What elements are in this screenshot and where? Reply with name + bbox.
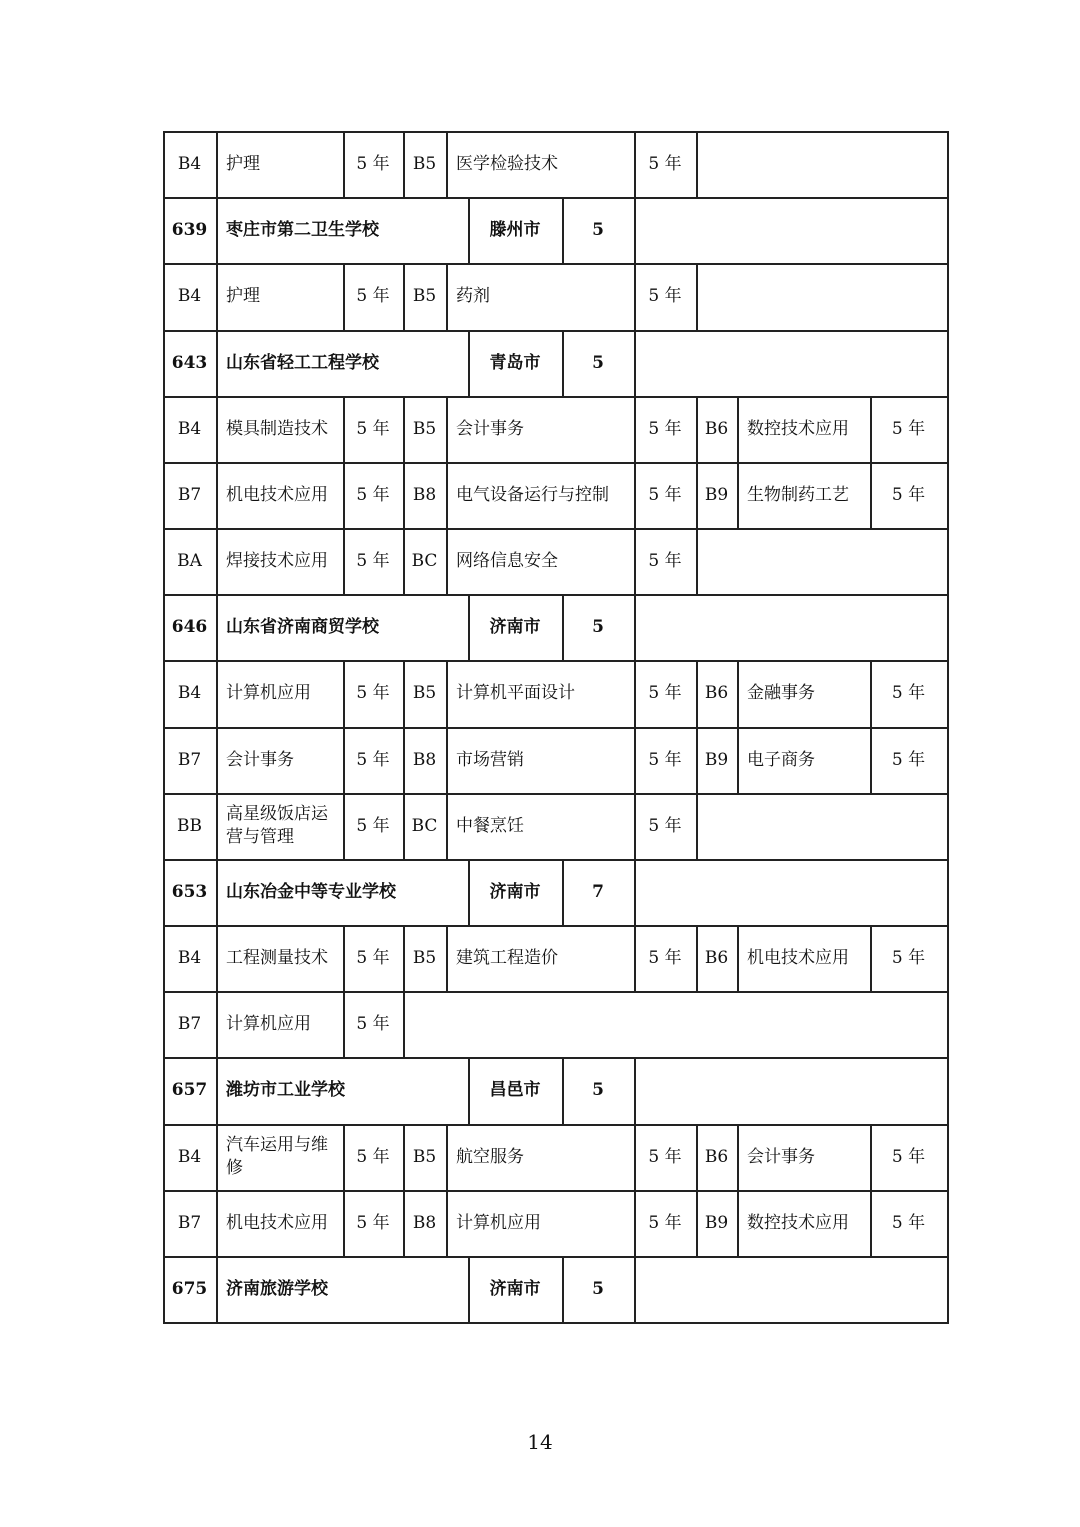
school-name: 山东省轻工工程学校 — [226, 352, 379, 373]
major-name: 护理 — [226, 286, 260, 306]
major-code: B5 — [412, 1146, 437, 1167]
major-duration: 5 年 — [648, 815, 682, 836]
major-duration: 5 年 — [648, 749, 682, 770]
school-city: 济南市 — [489, 616, 541, 637]
major-duration: 5 年 — [356, 550, 390, 571]
major-duration: 5 年 — [648, 947, 682, 968]
major-name: 数控技术应用 — [747, 1212, 849, 1233]
major-duration: 5 年 — [648, 418, 682, 439]
major-name: 电子商务 — [747, 749, 815, 770]
school-city: 滕州市 — [489, 219, 541, 240]
major-code: B7 — [177, 749, 202, 770]
major-name: 计算机应用 — [226, 683, 311, 703]
major-code: B5 — [412, 153, 437, 174]
major-duration: 5 年 — [891, 1146, 926, 1167]
major-name: 市场营销 — [456, 749, 524, 770]
school-major-count: 5 — [592, 616, 604, 637]
table-rule — [947, 131, 949, 1324]
major-duration: 5 年 — [891, 947, 926, 968]
major-name: 生物制药工艺 — [747, 484, 849, 505]
major-duration: 5 年 — [891, 1212, 926, 1233]
table-rule — [163, 1322, 949, 1324]
table-rule — [696, 263, 698, 330]
major-duration: 5 年 — [648, 153, 682, 174]
major-duration: 5 年 — [648, 484, 682, 505]
school-major-count: 7 — [592, 881, 604, 902]
school-code: 643 — [171, 352, 208, 373]
school-city: 济南市 — [489, 1278, 541, 1299]
major-code: B6 — [704, 947, 729, 968]
major-name: 会计事务 — [456, 418, 524, 439]
major-duration: 5 年 — [356, 683, 390, 703]
major-duration: 5 年 — [356, 1212, 390, 1233]
major-code: B5 — [412, 286, 437, 306]
table-rule — [634, 859, 636, 925]
major-duration: 5 年 — [648, 286, 682, 306]
major-code: B4 — [177, 947, 202, 968]
major-code: B8 — [412, 1212, 437, 1233]
major-code: B7 — [177, 1212, 202, 1233]
major-duration: 5 年 — [891, 418, 926, 439]
major-code: B8 — [412, 749, 437, 770]
major-code: B5 — [412, 418, 437, 439]
table-rule — [403, 991, 405, 1057]
major-code: BB — [177, 815, 202, 836]
major-duration: 5 年 — [356, 815, 390, 836]
school-code: 675 — [171, 1278, 208, 1299]
major-code: B4 — [177, 286, 202, 306]
school-city: 昌邑市 — [489, 1080, 541, 1100]
table-rule — [634, 1256, 636, 1322]
major-name: 护理 — [226, 153, 260, 174]
major-name: 工程测量技术 — [226, 947, 328, 968]
major-code: BA — [177, 550, 202, 571]
major-duration: 5 年 — [891, 749, 926, 770]
major-duration: 5 年 — [356, 418, 390, 439]
table-rule — [634, 594, 636, 660]
major-duration: 5 年 — [356, 484, 390, 505]
major-duration: 5 年 — [356, 947, 390, 968]
page-number: 14 — [527, 1430, 553, 1454]
major-code: B4 — [177, 1146, 202, 1167]
school-name: 枣庄市第二卫生学校 — [226, 219, 379, 240]
major-code: B8 — [412, 484, 437, 505]
major-code: B5 — [412, 947, 437, 968]
major-code: B6 — [704, 418, 729, 439]
major-name: 金融事务 — [747, 683, 815, 703]
school-code: 646 — [171, 616, 208, 637]
major-code: B7 — [177, 1013, 202, 1034]
major-name: 数控技术应用 — [747, 418, 849, 439]
table-rule — [696, 528, 698, 594]
major-duration: 5 年 — [891, 484, 926, 505]
major-duration: 5 年 — [356, 1013, 390, 1034]
major-code: B6 — [704, 683, 729, 703]
major-code: B4 — [177, 683, 202, 703]
major-name: 建筑工程造价 — [456, 947, 558, 968]
major-name: 医学检验技术 — [456, 153, 558, 174]
major-code: B9 — [704, 484, 729, 505]
school-code: 639 — [171, 219, 208, 240]
major-code: B4 — [177, 153, 202, 174]
school-major-count: 5 — [592, 1278, 604, 1299]
school-major-count: 5 — [592, 219, 604, 240]
school-name: 山东省济南商贸学校 — [226, 616, 379, 637]
major-name: 焊接技术应用 — [226, 550, 328, 571]
school-city: 青岛市 — [489, 352, 541, 373]
school-city: 济南市 — [489, 881, 541, 902]
major-duration: 5 年 — [356, 286, 390, 306]
school-name: 潍坊市工业学校 — [226, 1080, 345, 1100]
major-name: 计算机应用 — [226, 1013, 311, 1034]
school-major-count: 5 — [592, 1080, 604, 1100]
major-duration: 5 年 — [648, 1146, 682, 1167]
school-code: 653 — [171, 881, 208, 902]
major-name: 机电技术应用 — [747, 947, 849, 968]
major-name: 会计事务 — [226, 749, 294, 770]
major-duration: 5 年 — [891, 683, 926, 703]
major-name: 汽车运用与维修 — [226, 1135, 328, 1178]
table-rule — [634, 197, 636, 263]
major-name: 高星级饭店运营与管理 — [226, 804, 328, 847]
major-code: BC — [411, 815, 438, 836]
table-rule — [696, 131, 698, 197]
major-code: BC — [411, 550, 438, 571]
major-code: B4 — [177, 418, 202, 439]
major-name: 计算机应用 — [456, 1212, 541, 1233]
major-duration: 5 年 — [648, 683, 682, 703]
major-code: B6 — [704, 1146, 729, 1167]
major-name: 机电技术应用 — [226, 1212, 328, 1233]
school-name: 山东冶金中等专业学校 — [226, 881, 396, 902]
major-code: B9 — [704, 749, 729, 770]
major-name: 电气设备运行与控制 — [456, 484, 609, 505]
table-rule — [634, 330, 636, 396]
major-name: 会计事务 — [747, 1146, 815, 1167]
major-name: 计算机平面设计 — [456, 683, 575, 703]
table-rule — [696, 793, 698, 859]
major-code: B9 — [704, 1212, 729, 1233]
major-duration: 5 年 — [356, 749, 390, 770]
school-name: 济南旅游学校 — [226, 1278, 328, 1299]
major-name: 网络信息安全 — [456, 550, 558, 571]
major-duration: 5 年 — [648, 550, 682, 571]
major-name: 模具制造技术 — [226, 418, 328, 439]
major-name: 机电技术应用 — [226, 484, 328, 505]
major-code: B5 — [412, 683, 437, 703]
major-name: 航空服务 — [456, 1146, 524, 1167]
school-code: 657 — [171, 1080, 208, 1100]
school-major-count: 5 — [592, 352, 604, 373]
major-duration: 5 年 — [356, 153, 390, 174]
major-code: B7 — [177, 484, 202, 505]
major-name: 中餐烹饪 — [456, 815, 524, 836]
table-rule — [634, 1057, 636, 1124]
major-name: 药剂 — [456, 286, 490, 306]
major-duration: 5 年 — [356, 1146, 390, 1167]
major-duration: 5 年 — [648, 1212, 682, 1233]
